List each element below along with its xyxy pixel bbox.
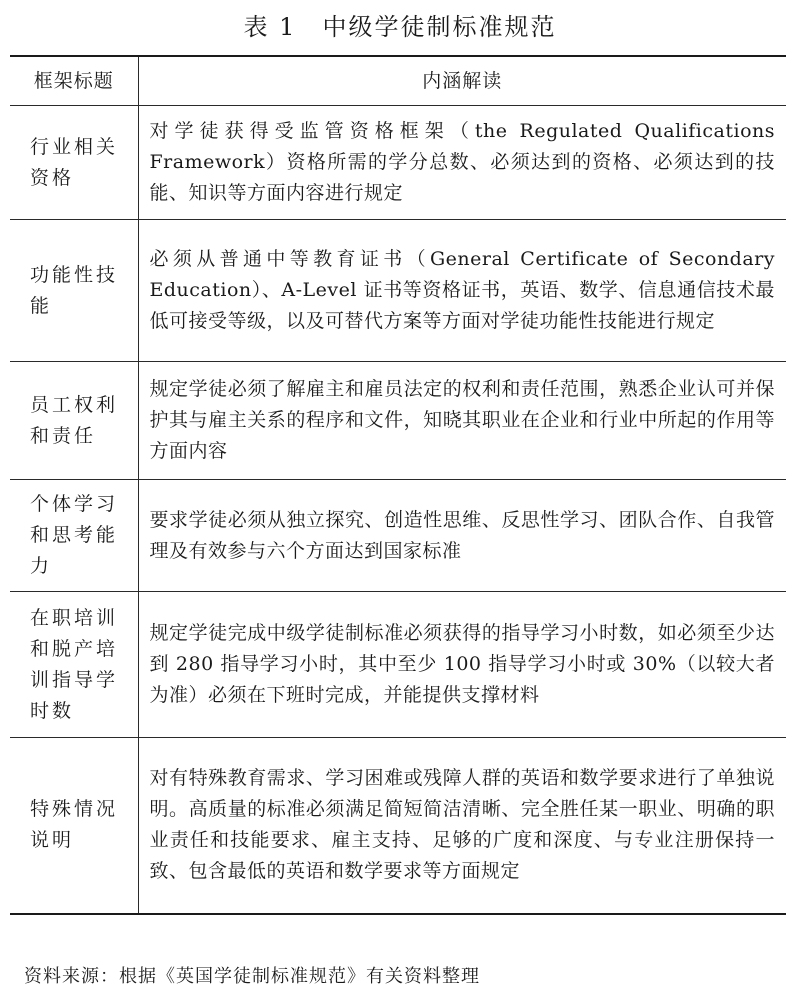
row-title: 在职培训和脱产培训指导学时数 <box>10 592 138 738</box>
row-title: 员工权利和责任 <box>10 362 138 480</box>
table-row <box>10 106 786 220</box>
row-title: 行业相关资格 <box>10 106 138 220</box>
table-header-row <box>10 56 786 106</box>
table-caption-number: 表 1 <box>243 13 297 41</box>
row-description: 规定学徒必须了解雇主和雇员法定的权利和责任范围，熟悉企业认可并保护其与雇主关系的程序和文件，知晓其职业在企业和行业中所起的作用等方面内容 <box>138 362 786 480</box>
table-row <box>10 480 786 592</box>
table-caption <box>0 10 800 44</box>
source-note: 资料来源：根据《英国学徒制标准规范》有关资料整理 <box>24 966 480 987</box>
row-description: 必须从普通中等教育证书（General Certificate of Secondary Education）、A-Level 证书等资格证书，英语、数学、信息通信技术最低可接受等级，以及可替代方案等方面对学徒功能性技能进行规定 <box>138 220 786 362</box>
row-description: 对有特殊教育需求、学习困难或残障人群的英语和数学要求进行了单独说明。高质量的标准必须满足简短简洁清晰、完全胜任某一职业、明确的职业责任和技能要求、雇主支持、足够的广度和深度、与专业注册保持一致、包含最低的英语和数学要求等方面规定 <box>138 738 786 914</box>
table-row <box>10 738 786 914</box>
column-header-framework-title: 框架标题 <box>10 56 138 106</box>
table-row <box>10 362 786 480</box>
table-caption-title: 中级学徒制标准规范 <box>322 13 557 41</box>
row-description: 规定学徒完成中级学徒制标准必须获得的指导学习小时数，如必须至少达到 280 指导学习小时，其中至少 100 指导学习小时或 30%（以较大者为准）必须在下班时完成，并能提供支撑材料 <box>138 592 786 738</box>
table-row <box>10 592 786 738</box>
column-header-interpretation: 内涵解读 <box>138 56 786 106</box>
row-description: 对学徒获得受监管资格框架（the Regulated Qualifications Framework）资格所需的学分总数、必须达到的资格、必须达到的技能、知识等方面内容进行规定 <box>138 106 786 220</box>
row-title: 功能性技能 <box>10 220 138 362</box>
row-description: 要求学徒必须从独立探究、创造性思维、反思性学习、团队合作、自我管理及有效参与六个方面达到国家标准 <box>138 480 786 592</box>
table-row <box>10 220 786 362</box>
row-title: 个体学习和思考能力 <box>10 480 138 592</box>
standards-table <box>10 55 786 915</box>
row-title: 特殊情况说明 <box>10 738 138 914</box>
